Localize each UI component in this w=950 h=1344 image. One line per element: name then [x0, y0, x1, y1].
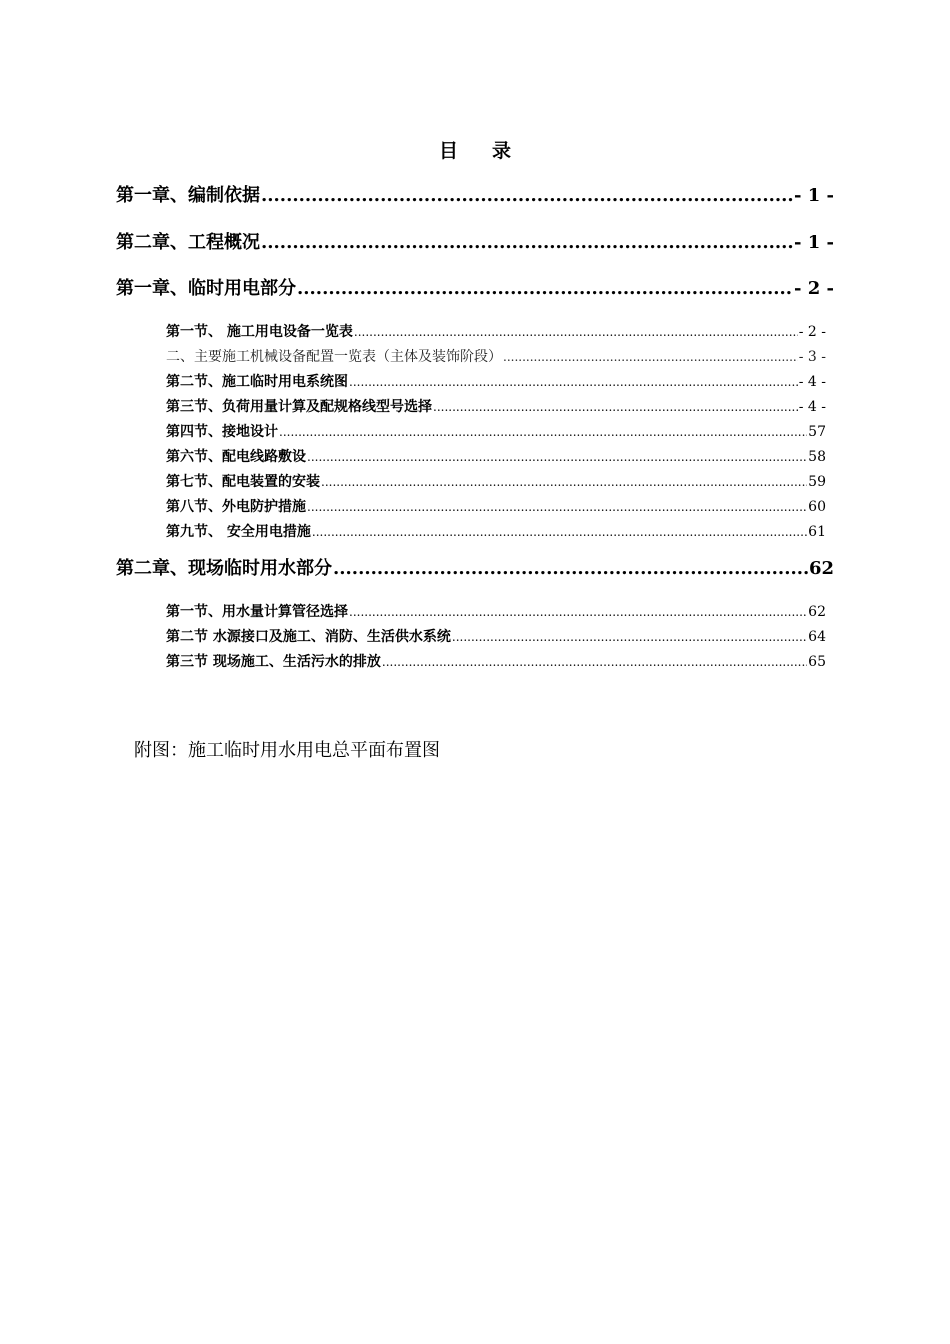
toc-entry-label: 二、主要施工机械设备配置一览表（主体及装饰阶段） [166, 349, 502, 365]
toc-entry-section[interactable] [166, 601, 826, 621]
toc-dot-leader [297, 278, 793, 299]
toc-entry-section[interactable] [166, 496, 826, 516]
toc-entry-section[interactable] [166, 396, 826, 416]
toc-dot-leader [349, 375, 798, 389]
toc-entry-section[interactable] [166, 346, 826, 366]
toc-entry-label: 第九节、 安全用电措施 [166, 524, 311, 540]
toc-dot-leader [312, 525, 807, 539]
toc-entry-label: 第三节、负荷用量计算及配规格线型号选择 [166, 399, 432, 415]
toc-entry-label: 第八节、外电防护措施 [166, 499, 306, 515]
toc-dot-leader [333, 558, 808, 579]
toc-entry-chapter[interactable] [116, 228, 834, 254]
toc-entry-page: - 1 - [794, 185, 834, 206]
toc-entry-section[interactable] [166, 651, 826, 671]
toc-dot-leader [503, 350, 798, 364]
toc-title-char-2: 录 [492, 140, 512, 162]
toc-entry-label: 第六节、配电线路敷设 [166, 449, 306, 465]
toc-dot-leader [307, 500, 807, 514]
toc-entry-page: - 2 - [794, 278, 834, 299]
toc-dot-leader [261, 232, 793, 253]
toc-entry-page: 62 [808, 604, 826, 620]
toc-dot-leader [261, 185, 793, 206]
toc-title-char-1: 目 [438, 140, 458, 162]
toc-dot-leader [382, 655, 807, 669]
toc-dot-leader [321, 475, 807, 489]
toc-entry-label: 第一节、用水量计算管径选择 [166, 604, 348, 620]
toc-entry-section[interactable] [166, 371, 826, 391]
toc-entry-page: 65 [808, 654, 826, 670]
toc-entry-chapter[interactable] [116, 274, 834, 300]
toc-dot-leader [452, 630, 807, 644]
toc-entry-page: - 4 - [798, 374, 826, 390]
toc-dot-leader [433, 400, 798, 414]
toc-entry-page: 58 [808, 449, 826, 465]
toc-entry-label: 第二节 水源接口及施工、消防、生活供水系统 [166, 629, 451, 645]
toc-entry-page: 59 [808, 474, 826, 490]
toc-entry-page: - 4 - [798, 399, 826, 415]
toc-dot-leader [349, 605, 807, 619]
toc-entry-section[interactable] [166, 321, 826, 341]
toc-entry-section[interactable] [166, 471, 826, 491]
toc-entry-section[interactable] [166, 421, 826, 441]
toc-entry-chapter[interactable] [116, 554, 834, 580]
toc-dot-leader [354, 325, 798, 339]
toc-title [0, 136, 950, 163]
toc-entry-section[interactable] [166, 446, 826, 466]
toc-dot-leader [279, 425, 807, 439]
toc-entry-page: 60 [808, 499, 826, 515]
toc-entry-label: 第二章、工程概况 [116, 232, 260, 253]
toc-entry-label: 第二节、施工临时用电系统图 [166, 374, 348, 390]
toc-entry-page: 61 [808, 524, 826, 540]
toc-entry-page: 62 [808, 558, 834, 579]
toc-entry-label: 第三节 现场施工、生活污水的排放 [166, 654, 381, 670]
toc-entry-label: 第七节、配电装置的安装 [166, 474, 320, 490]
toc-entry-section[interactable] [166, 626, 826, 646]
toc-dot-leader [307, 450, 807, 464]
appendix-note: 附图：施工临时用水用电总平面布置图 [134, 740, 440, 761]
toc-entry-page: 57 [808, 424, 826, 440]
toc-entry-page: - 1 - [794, 232, 834, 253]
toc-entry-label: 第二章、现场临时用水部分 [116, 558, 332, 579]
toc-entry-page: 64 [808, 629, 826, 645]
toc-entry-section[interactable] [166, 521, 826, 541]
toc-entry-label: 第一节、 施工用电设备一览表 [166, 324, 353, 340]
toc-entry-page: - 2 - [798, 324, 826, 340]
toc-entry-chapter[interactable] [116, 181, 834, 207]
toc-entry-label: 第四节、接地设计 [166, 424, 278, 440]
toc-entry-label: 第一章、编制依据 [116, 185, 260, 206]
toc-entry-label: 第一章、临时用电部分 [116, 278, 296, 299]
toc-entry-page: - 3 - [798, 349, 826, 365]
